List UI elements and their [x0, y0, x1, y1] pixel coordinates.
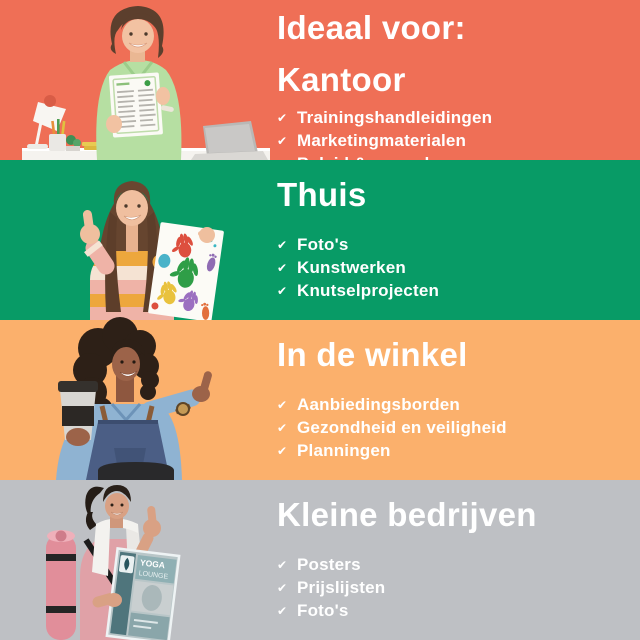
section-content	[270, 160, 640, 320]
feature-item	[277, 234, 632, 257]
section-heading: Kantoor	[277, 61, 406, 99]
check-icon: ✔	[277, 581, 288, 596]
pencil-cup-icon	[49, 119, 66, 151]
section-kantoor	[0, 0, 640, 160]
feature-list	[277, 234, 632, 303]
feature-item	[277, 257, 632, 280]
check-icon: ✔	[277, 421, 288, 436]
girl-artwork-illustration	[0, 160, 270, 320]
holding-hand	[106, 593, 122, 607]
yoga-woman-illustration	[0, 480, 270, 640]
feature-label: Foto's	[297, 235, 349, 255]
office-woman-illustration	[0, 0, 270, 160]
feature-item	[277, 554, 632, 577]
check-icon: ✔	[277, 558, 288, 573]
poster-subtitle: LOUNGE	[138, 570, 169, 581]
feature-label: Gezondheid en veiligheid	[297, 418, 507, 438]
espresso-machine-top	[98, 462, 174, 480]
check-icon: ✔	[277, 133, 288, 148]
check-icon: ✔	[277, 604, 288, 619]
feature-label: Trainingshandleidingen	[297, 107, 493, 127]
wrist-watch-icon	[176, 403, 190, 415]
section-content	[270, 0, 640, 160]
section-heading: In de winkel	[277, 336, 468, 373]
intro-heading: Ideaal voor:	[277, 9, 466, 46]
photo-office	[0, 0, 270, 160]
feature-label: Planningen	[297, 441, 391, 461]
feature-list	[277, 394, 632, 463]
laptop-icon	[191, 121, 268, 160]
barista-illustration	[0, 320, 270, 480]
feature-label: Aanbiedingsborden	[297, 395, 461, 415]
feature-item	[277, 600, 632, 623]
feature-item	[277, 280, 632, 303]
photo-home	[0, 160, 270, 320]
feature-label: Prijslijsten	[297, 578, 386, 598]
feature-label: Marketingmaterialen	[297, 130, 467, 150]
section-heading: Kleine bedrijven	[277, 496, 537, 533]
feature-item	[277, 130, 632, 153]
poster-title: YOGA	[139, 557, 166, 571]
photo-small-business	[0, 480, 270, 640]
plant-icon	[66, 135, 81, 151]
feature-label: Knutselprojecten	[297, 281, 440, 301]
check-icon: ✔	[277, 238, 288, 253]
check-icon: ✔	[277, 444, 288, 459]
check-icon: ✔	[277, 261, 288, 276]
feature-list	[277, 554, 632, 623]
feature-label: Foto's	[297, 601, 349, 621]
feature-item	[277, 577, 632, 600]
section-thuis	[0, 160, 640, 320]
photo-shop	[0, 320, 270, 480]
yoga-mat-icon	[46, 530, 76, 640]
feature-item	[277, 440, 632, 463]
check-icon: ✔	[277, 284, 288, 299]
check-icon: ✔	[277, 398, 288, 413]
section-heading: Thuis	[277, 176, 367, 213]
feature-label: Posters	[297, 555, 361, 575]
section-content	[270, 480, 640, 640]
check-icon: ✔	[277, 110, 288, 125]
section-content	[270, 320, 640, 480]
feature-label: Kunstwerken	[297, 258, 406, 278]
section-winkel	[0, 320, 640, 480]
section-bedrijven	[0, 480, 640, 640]
feature-item	[277, 107, 632, 130]
feature-item	[277, 394, 632, 417]
feature-item	[277, 417, 632, 440]
